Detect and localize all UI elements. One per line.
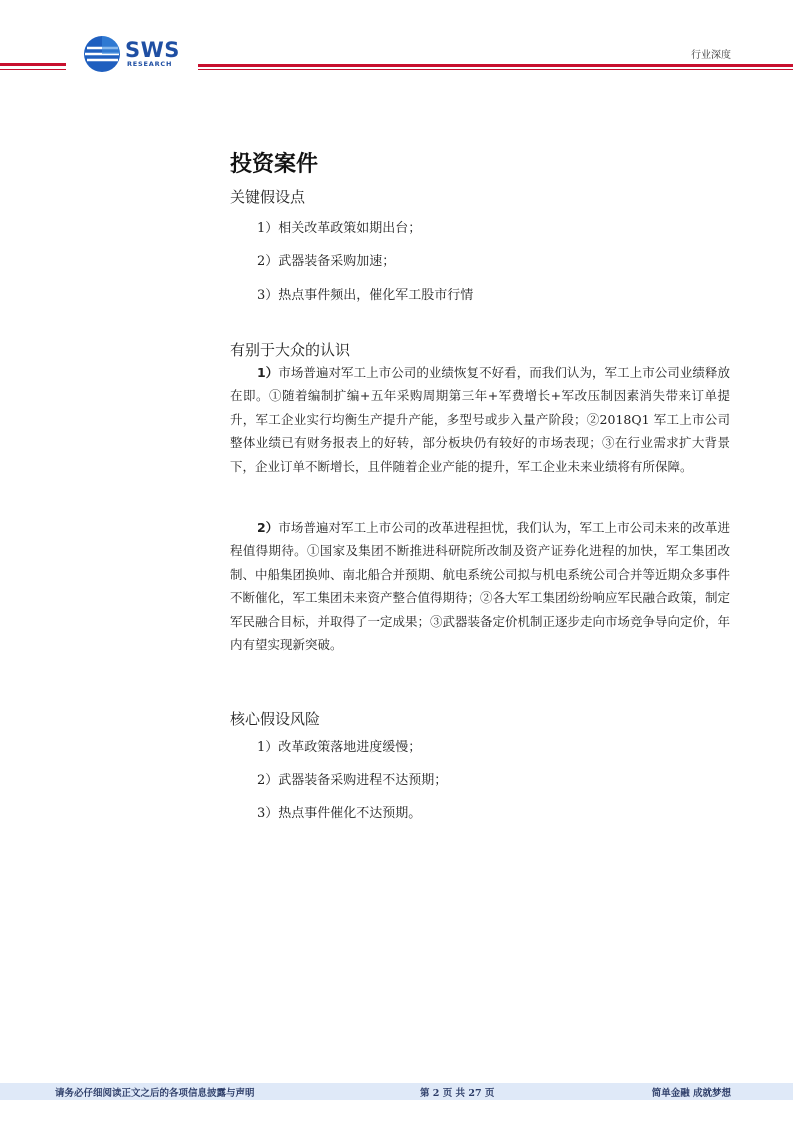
footer-disclaimer: 请务必仔细阅读正文之后的各项信息披露与声明 <box>55 1088 255 1099</box>
core-risk-item: 1）改革政策落地进度缓慢； <box>257 740 422 755</box>
key-assumption-item: 1）相关改革政策如期出台； <box>257 221 422 236</box>
paragraph-text: 市场普遍对军工上市公司的业绩恢复不好看，而我们认为，军工上市公司业绩释放在即。①随着编制扩编+五年采购周期第三年+军费增长+军改压制因素消失带来订单提升，军工企业实行均衡生产提升产能，多型号或步入量产阶段；②2018Q1 军工上市公司整体业绩已有财务报表上的好转，部分板块仍有较好的市场表现；③在行业需求扩大背景下，企业订单不断增长，且伴随着企业产能的提升，军工企业未来业绩将有所保障。 <box>230 365 730 474</box>
logo-subtext: RESEARCH <box>127 60 173 68</box>
footer-slogan: 简单金融 成就梦想 <box>651 1088 731 1099</box>
different-view-paragraph-2 <box>230 516 730 656</box>
paragraph-lead: 1） <box>257 365 279 380</box>
paragraph-lead: 2） <box>257 520 279 535</box>
header-rule-right <box>198 64 793 67</box>
core-risk-item: 2）武器装备采购进程不达预期； <box>257 773 448 788</box>
core-risk-item: 3）热点事件催化不达预期。 <box>257 806 422 821</box>
key-assumption-item: 2）武器装备采购加速； <box>257 254 396 269</box>
paragraph-text: 市场普遍对军工上市公司的改革进程担忧，我们认为，军工上市公司未来的改革进程值得期待。①国家及集团不断推进科研院所改制及资产证券化进程的加快，军工集团改制、中船集团换帅、南北船合并预期、航电系统公司拟与机电系统公司合并等近期众多事件不断催化，军工集团未来资产整合值得期待；②各大军工集团纷纷响应军民融合政策，制定军民融合目标，并取得了一定成果；③武器装备定价机制正逐步走向市场竞争导向定价，年内有望实现新突破。 <box>230 520 731 653</box>
header-rule-right-thin <box>198 69 793 70</box>
different-view-heading: 有别于大众的认识 <box>230 341 351 359</box>
different-view-paragraph-1 <box>230 361 730 478</box>
footer-page-number: 第 2 页 共 27 页 <box>420 1088 495 1099</box>
key-assumption-item: 3）热点事件频出，催化军工股市行情 <box>257 288 474 303</box>
page-footer <box>0 1083 793 1100</box>
core-risks-heading: 核心假设风险 <box>230 710 321 728</box>
key-assumptions-heading: 关键假设点 <box>230 188 306 206</box>
header-rule-left <box>0 63 66 66</box>
report-type-label: 行业深度 <box>691 50 731 61</box>
header-rule-left-thin <box>0 69 66 70</box>
logo-text: SWS <box>125 38 180 62</box>
page-title: 投资案件 <box>230 152 319 177</box>
